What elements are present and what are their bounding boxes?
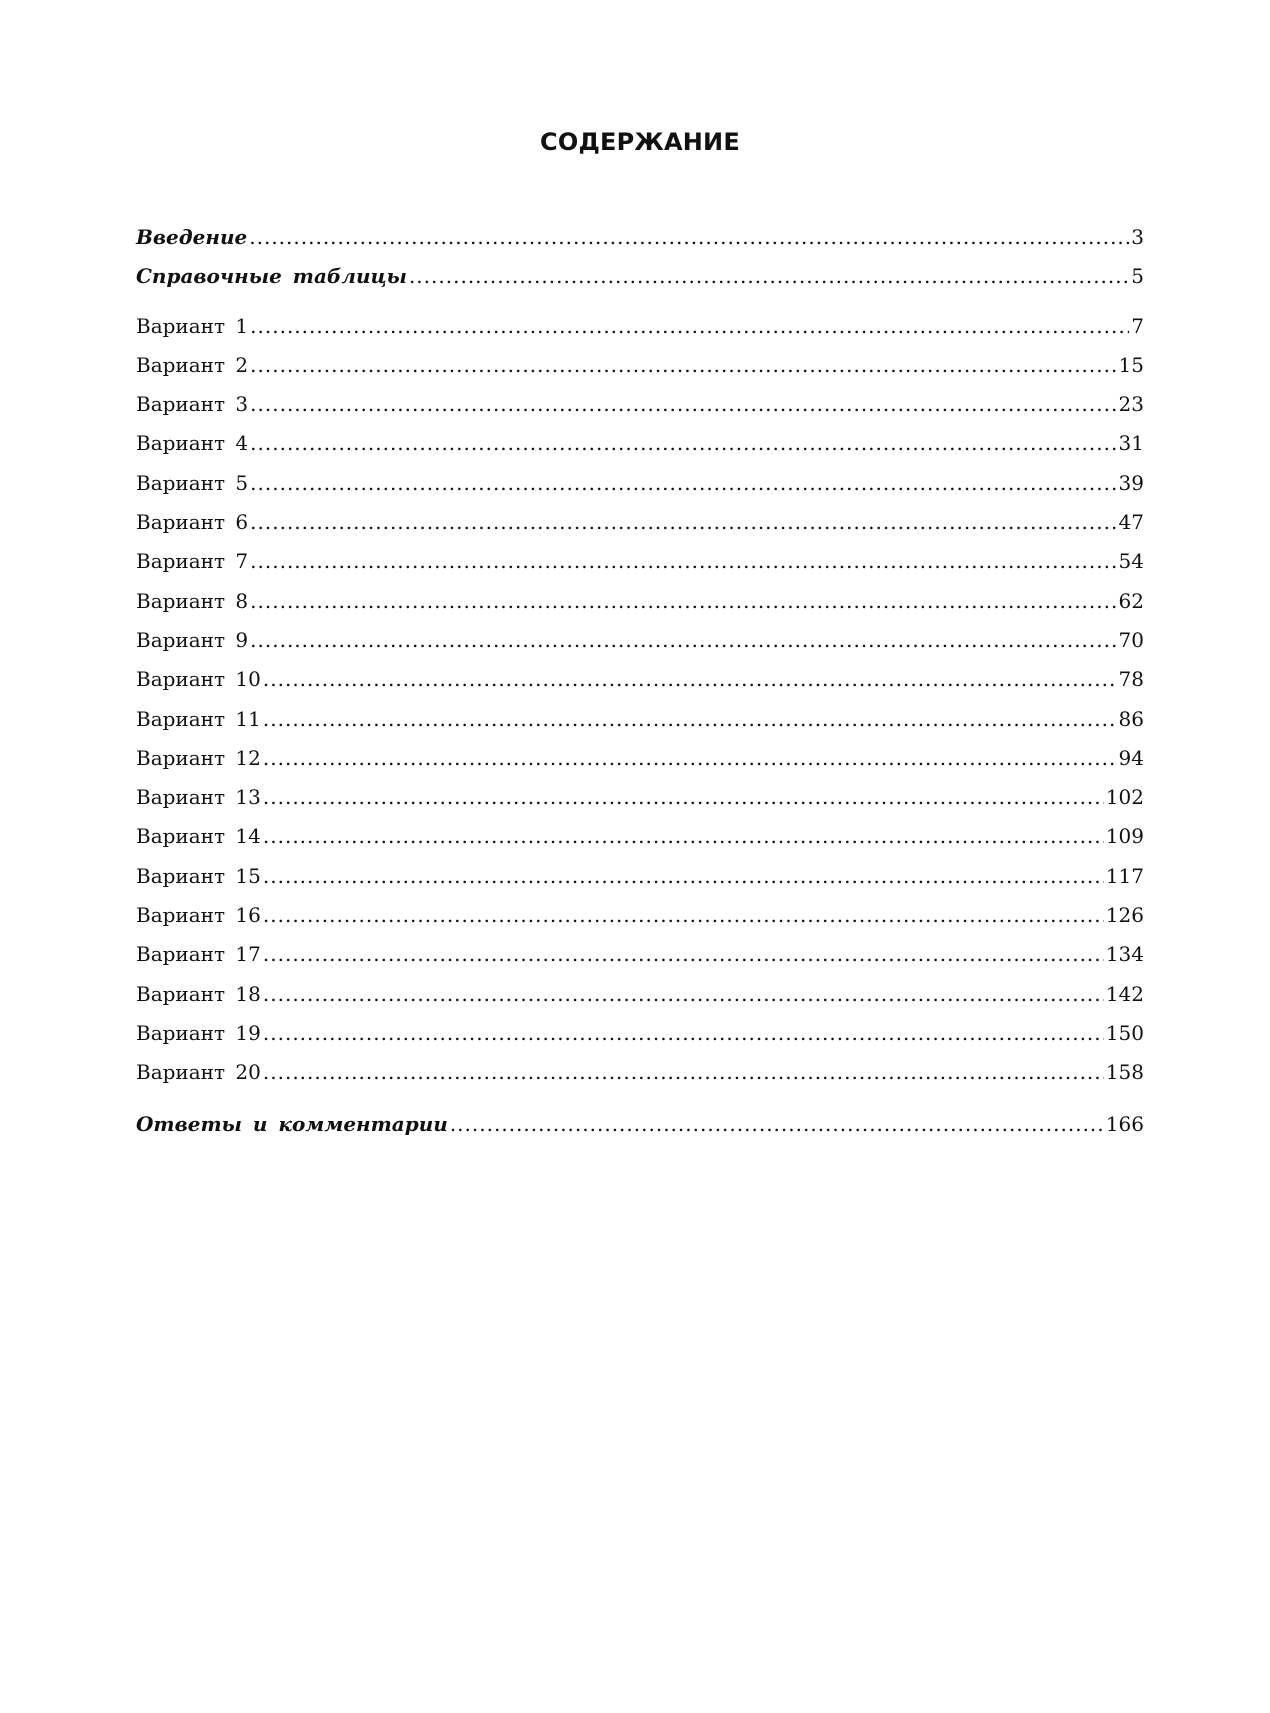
toc-entry-label: Вариант 13 (136, 785, 261, 810)
toc-entry-variant[interactable] (136, 935, 1144, 974)
toc-entry-page: 78 (1118, 667, 1144, 692)
toc-entry-label: Вариант 12 (136, 745, 261, 770)
dot-leader (250, 582, 1116, 621)
toc-entry-page: 94 (1118, 745, 1144, 770)
toc-entry-label: Введение (136, 225, 248, 249)
toc-entry-page: 5 (1131, 264, 1144, 289)
toc-entry-page: 3 (1131, 225, 1144, 249)
dot-leader (263, 935, 1104, 974)
toc-entry-answers[interactable] (136, 1105, 1144, 1144)
dot-leader (263, 739, 1117, 778)
toc-entry-variant[interactable] (136, 346, 1144, 385)
dot-leader (250, 542, 1116, 581)
toc-entry-label: Вариант 5 (136, 470, 249, 495)
dot-leader (263, 857, 1104, 896)
toc-entry-variant[interactable] (136, 1053, 1144, 1092)
dot-leader (450, 1105, 1104, 1144)
toc-entry-variant[interactable] (136, 857, 1144, 896)
toc-entry-variant[interactable] (136, 896, 1144, 935)
dot-leader (250, 307, 1129, 346)
toc-entry-page: 102 (1105, 785, 1144, 810)
table-of-contents (136, 218, 1144, 1144)
dot-leader (250, 503, 1116, 542)
toc-entry-label: Вариант 3 (136, 392, 249, 417)
toc-entry-variant[interactable] (136, 778, 1144, 817)
dot-leader (250, 346, 1116, 385)
spacer (136, 297, 1144, 307)
toc-entry-page: 31 (1118, 431, 1144, 456)
toc-entry-page: 23 (1118, 392, 1144, 417)
toc-entry-variant[interactable] (136, 660, 1144, 699)
toc-entry-label: Вариант 11 (136, 706, 261, 731)
toc-entry-variant[interactable] (136, 700, 1144, 739)
toc-entry-label: Вариант 8 (136, 588, 249, 613)
toc-entry-label: Вариант 4 (136, 431, 249, 456)
toc-entry-page: 150 (1105, 1020, 1144, 1045)
toc-entry-page: 62 (1118, 588, 1144, 613)
toc-entry-label: Вариант 16 (136, 903, 261, 928)
toc-entry-label: Вариант 9 (136, 627, 249, 652)
toc-entry-page: 15 (1118, 352, 1144, 377)
dot-leader (263, 1053, 1104, 1092)
toc-entry-variant[interactable] (136, 307, 1144, 346)
toc-entry-page: 158 (1105, 1060, 1144, 1085)
toc-entry-variant[interactable] (136, 975, 1144, 1014)
dot-leader (250, 464, 1116, 503)
dot-leader (263, 975, 1104, 1014)
toc-entry-intro[interactable] (136, 218, 1144, 257)
dot-leader (263, 660, 1117, 699)
toc-entry-page: 7 (1131, 313, 1144, 338)
dot-leader (249, 218, 1129, 257)
toc-entry-label: Вариант 7 (136, 549, 249, 574)
toc-entry-label: Вариант 18 (136, 981, 261, 1006)
toc-entry-label: Вариант 10 (136, 667, 261, 692)
toc-entry-label: Справочные таблицы (136, 264, 407, 289)
toc-entry-variant[interactable] (136, 464, 1144, 503)
toc-entry-page: 70 (1118, 627, 1144, 652)
toc-entry-label: Вариант 20 (136, 1060, 261, 1085)
toc-entry-variant[interactable] (136, 542, 1144, 581)
dot-leader (263, 1014, 1104, 1053)
toc-entry-variant[interactable] (136, 503, 1144, 542)
toc-entry-variant[interactable] (136, 582, 1144, 621)
toc-entry-page: 109 (1105, 824, 1144, 849)
dot-leader (250, 424, 1116, 463)
toc-entry-label: Вариант 2 (136, 352, 249, 377)
spacer (136, 1093, 1144, 1105)
toc-entry-page: 142 (1105, 981, 1144, 1006)
toc-entry-variant[interactable] (136, 739, 1144, 778)
toc-entry-variant[interactable] (136, 1014, 1144, 1053)
toc-entry-tables[interactable] (136, 257, 1144, 296)
dot-leader (409, 257, 1129, 296)
dot-leader (263, 700, 1117, 739)
dot-leader (263, 778, 1104, 817)
toc-entry-variant[interactable] (136, 621, 1144, 660)
toc-entry-variant[interactable] (136, 424, 1144, 463)
toc-entry-label: Вариант 1 (136, 313, 249, 338)
toc-entry-label: Вариант 19 (136, 1020, 261, 1045)
page-title: СОДЕРЖАНИЕ (540, 128, 740, 156)
toc-entry-page: 39 (1118, 470, 1144, 495)
toc-entry-page: 126 (1105, 903, 1144, 928)
dot-leader (250, 385, 1116, 424)
dot-leader (263, 896, 1104, 935)
toc-entry-label: Ответы и комментарии (136, 1111, 448, 1136)
toc-entry-page: 86 (1118, 706, 1144, 731)
dot-leader (250, 621, 1116, 660)
toc-entry-variant[interactable] (136, 385, 1144, 424)
toc-entry-page: 54 (1118, 549, 1144, 574)
toc-entry-page: 134 (1105, 942, 1144, 967)
toc-entry-label: Вариант 14 (136, 824, 261, 849)
toc-entry-page: 47 (1118, 510, 1144, 535)
toc-entry-label: Вариант 17 (136, 942, 261, 967)
toc-entry-page: 166 (1105, 1111, 1144, 1136)
toc-entry-label: Вариант 6 (136, 510, 249, 535)
variant-list (136, 307, 1144, 1093)
toc-entry-label: Вариант 15 (136, 863, 261, 888)
toc-entry-variant[interactable] (136, 817, 1144, 856)
dot-leader (263, 817, 1104, 856)
toc-entry-page: 117 (1105, 863, 1144, 888)
